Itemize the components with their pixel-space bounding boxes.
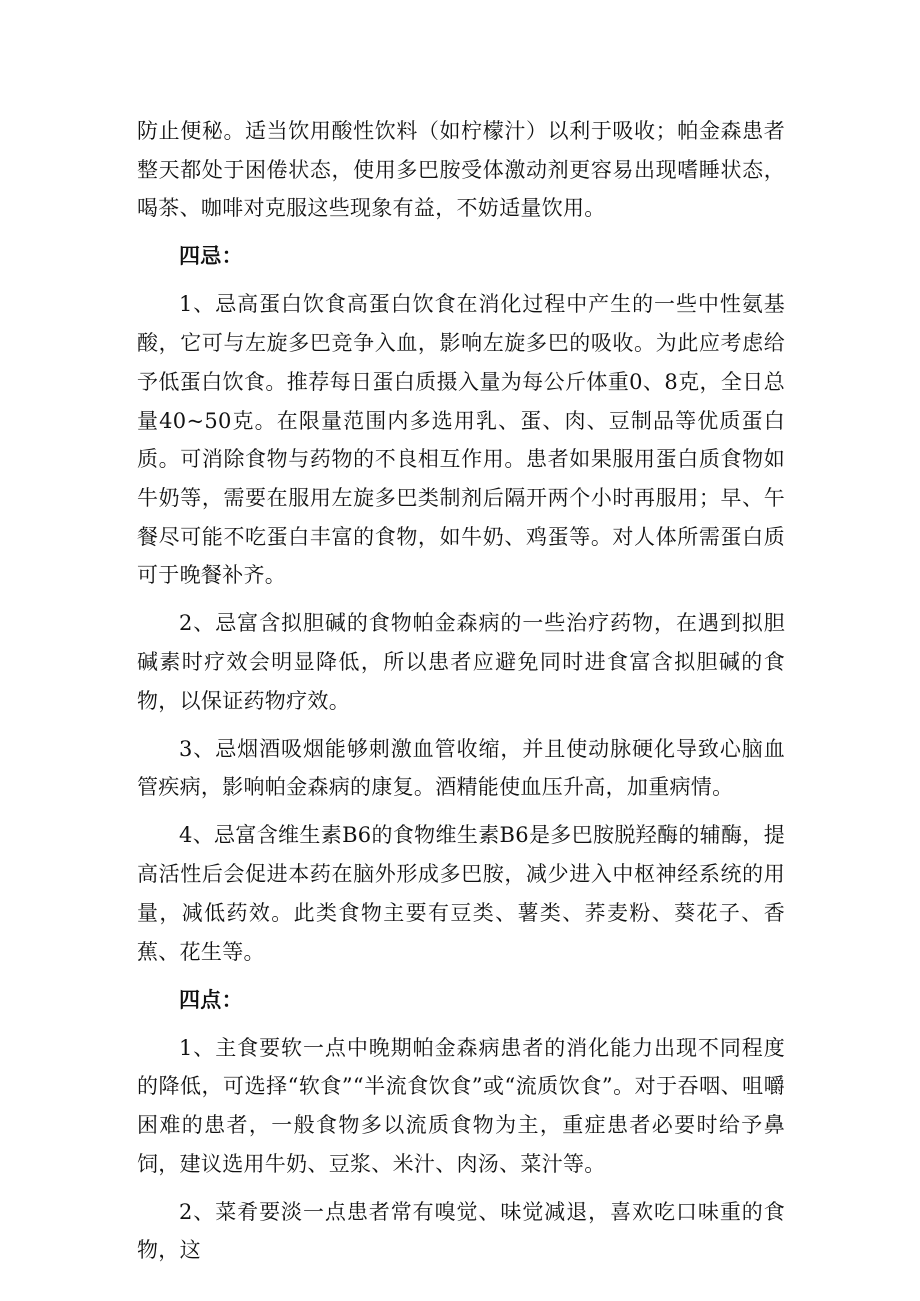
- paragraph-soft-staple-food: 1、主食要软一点中晚期帕金森病患者的消化能力出现不同程度的降低，可选择“软食”“半流食饮食”或“流质饮食”。对于吞咽、咀嚼困难的患者，一般食物多以流质食物为主，重症患者必要时给予鼻饲，建议选用牛奶、豆浆、米汁、肉汤、菜汁等。: [137, 1035, 785, 1176]
- heading-four-points: 四点：: [179, 986, 243, 1012]
- paragraph-avoid-cholinergic-food: 2、忌富含拟胆碱的食物帕金森病的一些治疗药物，在遇到拟胆碱素时疗效会明显降低，所以患者应避免同时进食富含拟胆碱的食物，以保证药物疗效。: [137, 611, 785, 713]
- paragraph-light-dishes: 2、菜肴要淡一点患者常有嗅觉、味觉减退，喜欢吃口味重的食物，这: [137, 1199, 785, 1263]
- paragraph-avoid-vitamin-b6: 4、忌富含维生素B6的食物维生素B6是多巴胺脱羟酶的辅酶，提高活性后会促进本药在脑外形成多巴胺，减少进入中枢神经系统的用量，减低药效。此类食物主要有豆类、薯类、荞麦粉、葵花子、香蕉、花生等。: [137, 823, 785, 964]
- paragraph-avoid-tobacco-alcohol: 3、忌烟酒吸烟能够刺激血管收缩，并且使动脉硬化导致心脑血管疾病，影响帕金森病的康复。酒精能使血压升高，加重病情。: [137, 736, 785, 800]
- paragraph-avoid-high-protein: 1、忌高蛋白饮食高蛋白饮食在消化过程中产生的一些中性氨基酸，它可与左旋多巴竞争入血，影响左旋多巴的吸收。为此应考虑给予低蛋白饮食。推荐每日蛋白质摄入量为每公斤体重0、8克，全日总量40~50克。在限量范围内多选用乳、蛋、肉、豆制品等优质蛋白质。可消除食物与药物的不良相互作用。患者如果服用蛋白质食物如牛奶等，需要在服用左旋多巴类制剂后隔开两个小时再服用；早、午餐尽可能不吃蛋白丰富的食物，如牛奶、鸡蛋等。对人体所需蛋白质可于晚餐补齐。: [137, 292, 785, 588]
- paragraph-constipation-tail: 防止便秘。适当饮用酸性饮料（如柠檬汁）以利于吸收；帕金森患者整天都处于困倦状态，使用多巴胺受体激动剂更容易出现嗜睡状态，喝茶、咖啡对克服这些现象有益，不妨适量饮用。: [137, 119, 785, 221]
- document-text: [137, 112, 785, 1270]
- heading-four-avoid: 四忌：: [179, 243, 243, 269]
